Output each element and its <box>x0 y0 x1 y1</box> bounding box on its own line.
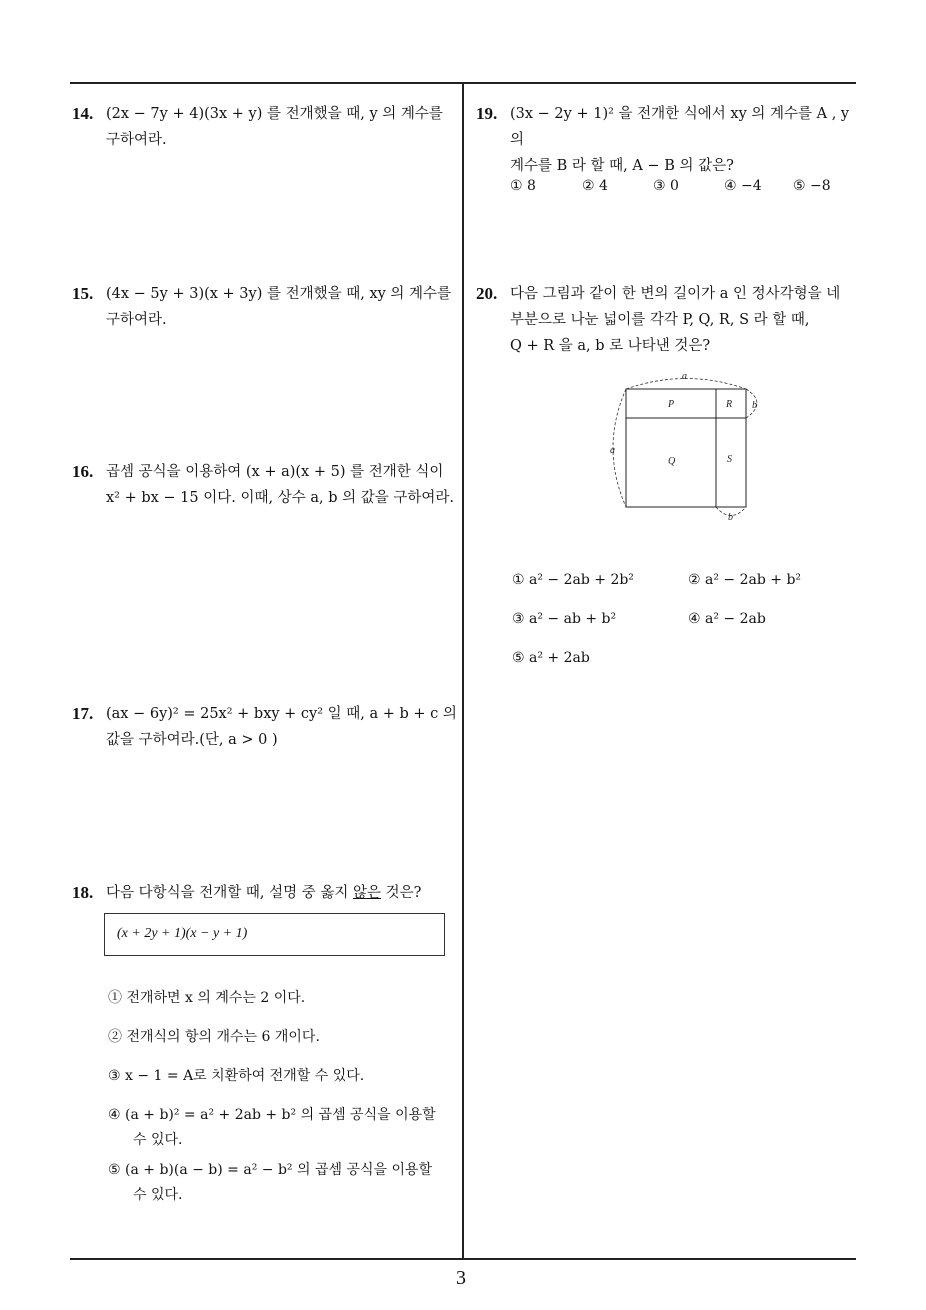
q19-choices <box>510 178 850 200</box>
q18-choice-2[interactable]: ② 전개식의 항의 개수는 6 개이다. <box>108 1029 320 1045</box>
question-number: 20. <box>476 284 498 303</box>
question-number: 18. <box>72 883 94 902</box>
question-number: 16. <box>72 462 94 481</box>
question-20 <box>476 281 866 359</box>
region-r-label: R <box>726 399 733 410</box>
page-number: 3 <box>456 1267 466 1289</box>
question-line: 구하여라. <box>106 132 167 148</box>
region-s-label: S <box>727 454 732 465</box>
q18-choice-1[interactable]: ① 전개하면 x 의 계수는 2 이다. <box>108 990 306 1006</box>
question-number: 17. <box>72 704 94 723</box>
question-number: 19. <box>476 104 498 123</box>
q19-choice-3[interactable]: ③ 0 <box>653 178 679 194</box>
question-line: 계수를 B 라 할 때, A − B 의 값은? <box>510 158 734 174</box>
q18-choice-4[interactable]: ④ (a + b)² = a² + 2ab + b² 의 곱셈 공식을 이용할 <box>108 1107 436 1123</box>
q18-choice-4-cont: 수 있다. <box>133 1132 183 1148</box>
question-line: 부분으로 나눈 넓이를 각각 P, Q, R, S 라 할 때, <box>510 312 810 328</box>
q19-choice-2[interactable]: ② 4 <box>582 178 608 194</box>
underlined-word: 않은 <box>352 885 381 901</box>
top-label: a <box>682 371 687 382</box>
q18-choice-5[interactable]: ⑤ (a + b)(a − b) = a² − b² 의 곱셈 공식을 이용할 <box>108 1162 433 1178</box>
question-line: Q + R 을 a, b 로 나타낸 것은? <box>510 338 711 354</box>
q19-choice-1[interactable]: ① 8 <box>510 178 536 194</box>
square-figure <box>600 368 770 526</box>
q20-choice-5[interactable]: ⑤ a² + 2ab <box>512 650 590 666</box>
question-text <box>106 880 460 906</box>
question-line: 다음 다항식을 전개할 때, 설명 중 옳지 <box>106 885 353 901</box>
question-text <box>106 459 460 511</box>
region-q-label: Q <box>668 456 676 467</box>
question-line: (3x − 2y + 1)² 을 전개한 식에서 xy 의 계수를 A , y 의 <box>510 106 850 148</box>
question-line: (2x − 7y + 4)(3x + y) 를 전개했을 때, y 의 계수를 <box>106 106 443 122</box>
question-line: 구하여라. <box>106 312 167 328</box>
q19-choice-4[interactable]: ④ −4 <box>724 178 762 194</box>
q18-choice-3[interactable]: ③ x − 1 = A로 치환하여 전개할 수 있다. <box>108 1068 365 1084</box>
question-text <box>510 101 866 179</box>
question-17 <box>72 701 460 753</box>
q20-choice-1[interactable]: ① a² − 2ab + 2b² <box>512 572 634 588</box>
column-divider <box>462 82 464 1260</box>
question-text <box>106 281 460 333</box>
q20-choice-3[interactable]: ③ a² − ab + b² <box>512 611 617 627</box>
region-p-label: P <box>668 399 675 410</box>
question-14 <box>72 101 460 153</box>
expression-box: (x + 2y + 1)(x − y + 1) <box>104 913 445 956</box>
question-text <box>106 701 460 753</box>
question-number: 14. <box>72 104 94 123</box>
question-18 <box>72 880 460 906</box>
question-number: 15. <box>72 284 94 303</box>
q20-choice-2[interactable]: ② a² − 2ab + b² <box>688 572 802 588</box>
question-text <box>510 281 866 359</box>
bottom-label: b <box>728 512 733 523</box>
question-line: 다음 그림과 같이 한 변의 길이가 a 인 정사각형을 네 <box>510 286 841 302</box>
q20-choice-4[interactable]: ④ a² − 2ab <box>688 611 766 627</box>
question-line: (ax − 6y)² = 25x² + bxy + cy² 일 때, a + b + c 의 <box>106 706 457 722</box>
question-text <box>106 101 460 153</box>
question-16 <box>72 459 460 511</box>
question-line: 곱셈 공식을 이용하여 (x + a)(x + 5) 를 전개한 식이 <box>106 464 444 480</box>
question-line: 값을 구하여라.(단, a > 0 ) <box>106 732 278 748</box>
q19-choice-5[interactable]: ⑤ −8 <box>793 178 831 194</box>
question-line: (4x − 5y + 3)(x + 3y) 를 전개했을 때, xy 의 계수를 <box>106 286 452 302</box>
question-19 <box>476 101 866 179</box>
question-line-end: 것은? <box>381 885 422 901</box>
question-15 <box>72 281 460 333</box>
question-line: x² + bx − 15 이다. 이때, 상수 a, b 의 값을 구하여라. <box>106 490 454 506</box>
left-label: a <box>610 445 615 456</box>
q18-choice-5-cont: 수 있다. <box>133 1187 183 1203</box>
right-label: b <box>752 400 757 411</box>
